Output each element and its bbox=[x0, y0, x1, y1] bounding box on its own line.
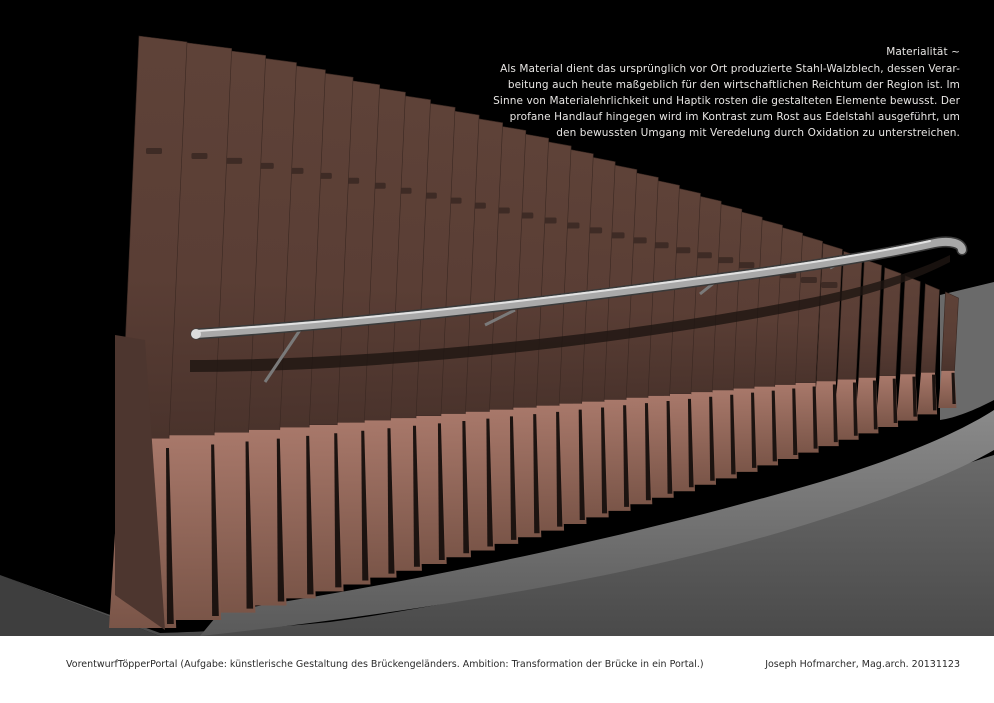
section-heading: Materialität ~ bbox=[886, 46, 960, 58]
description-line: Als Material dient das ursprünglich vor Ort produzierte Stahl-Walzblech, dessen Verar- bbox=[500, 63, 960, 75]
bracket bbox=[226, 158, 242, 164]
fin-plate bbox=[859, 260, 882, 378]
bracket bbox=[717, 257, 733, 263]
bracket bbox=[801, 277, 817, 283]
bracket bbox=[738, 262, 754, 268]
description-line: beitung auch heute maßgeblich für den wirtschaftlichen Reichtum der Region ist. Im bbox=[507, 79, 960, 91]
bracket bbox=[146, 148, 162, 154]
project-caption: VorentwurfTöpperPortal (Aufgabe: künstlerische Gestaltung des Brückengeländers. Ambition: Transformation der Brücke in ein Portal.) bbox=[66, 659, 704, 670]
description-line: den bewussten Umgang mit Veredelung durch Oxidation zu unterstreichen. bbox=[556, 127, 960, 139]
bracket bbox=[821, 282, 837, 288]
handrail-end bbox=[191, 329, 201, 339]
fin-plate bbox=[921, 284, 939, 373]
material-description bbox=[490, 44, 960, 141]
page-footer bbox=[0, 636, 994, 703]
bracket bbox=[191, 153, 207, 159]
fin-plate bbox=[900, 276, 920, 375]
description-line: Sinne von Materialehrlichkeit und Haptik rosten die gestalteten Elemente bewusst. Der bbox=[493, 95, 960, 107]
author-credit: Joseph Hofmarcher, Mag.arch. 20131123 bbox=[765, 659, 960, 670]
bracket bbox=[696, 252, 712, 258]
description-line: profane Handlauf hingegen wird im Kontrast zum Rost aus Edelstahl ausgeführt, um bbox=[509, 111, 960, 123]
